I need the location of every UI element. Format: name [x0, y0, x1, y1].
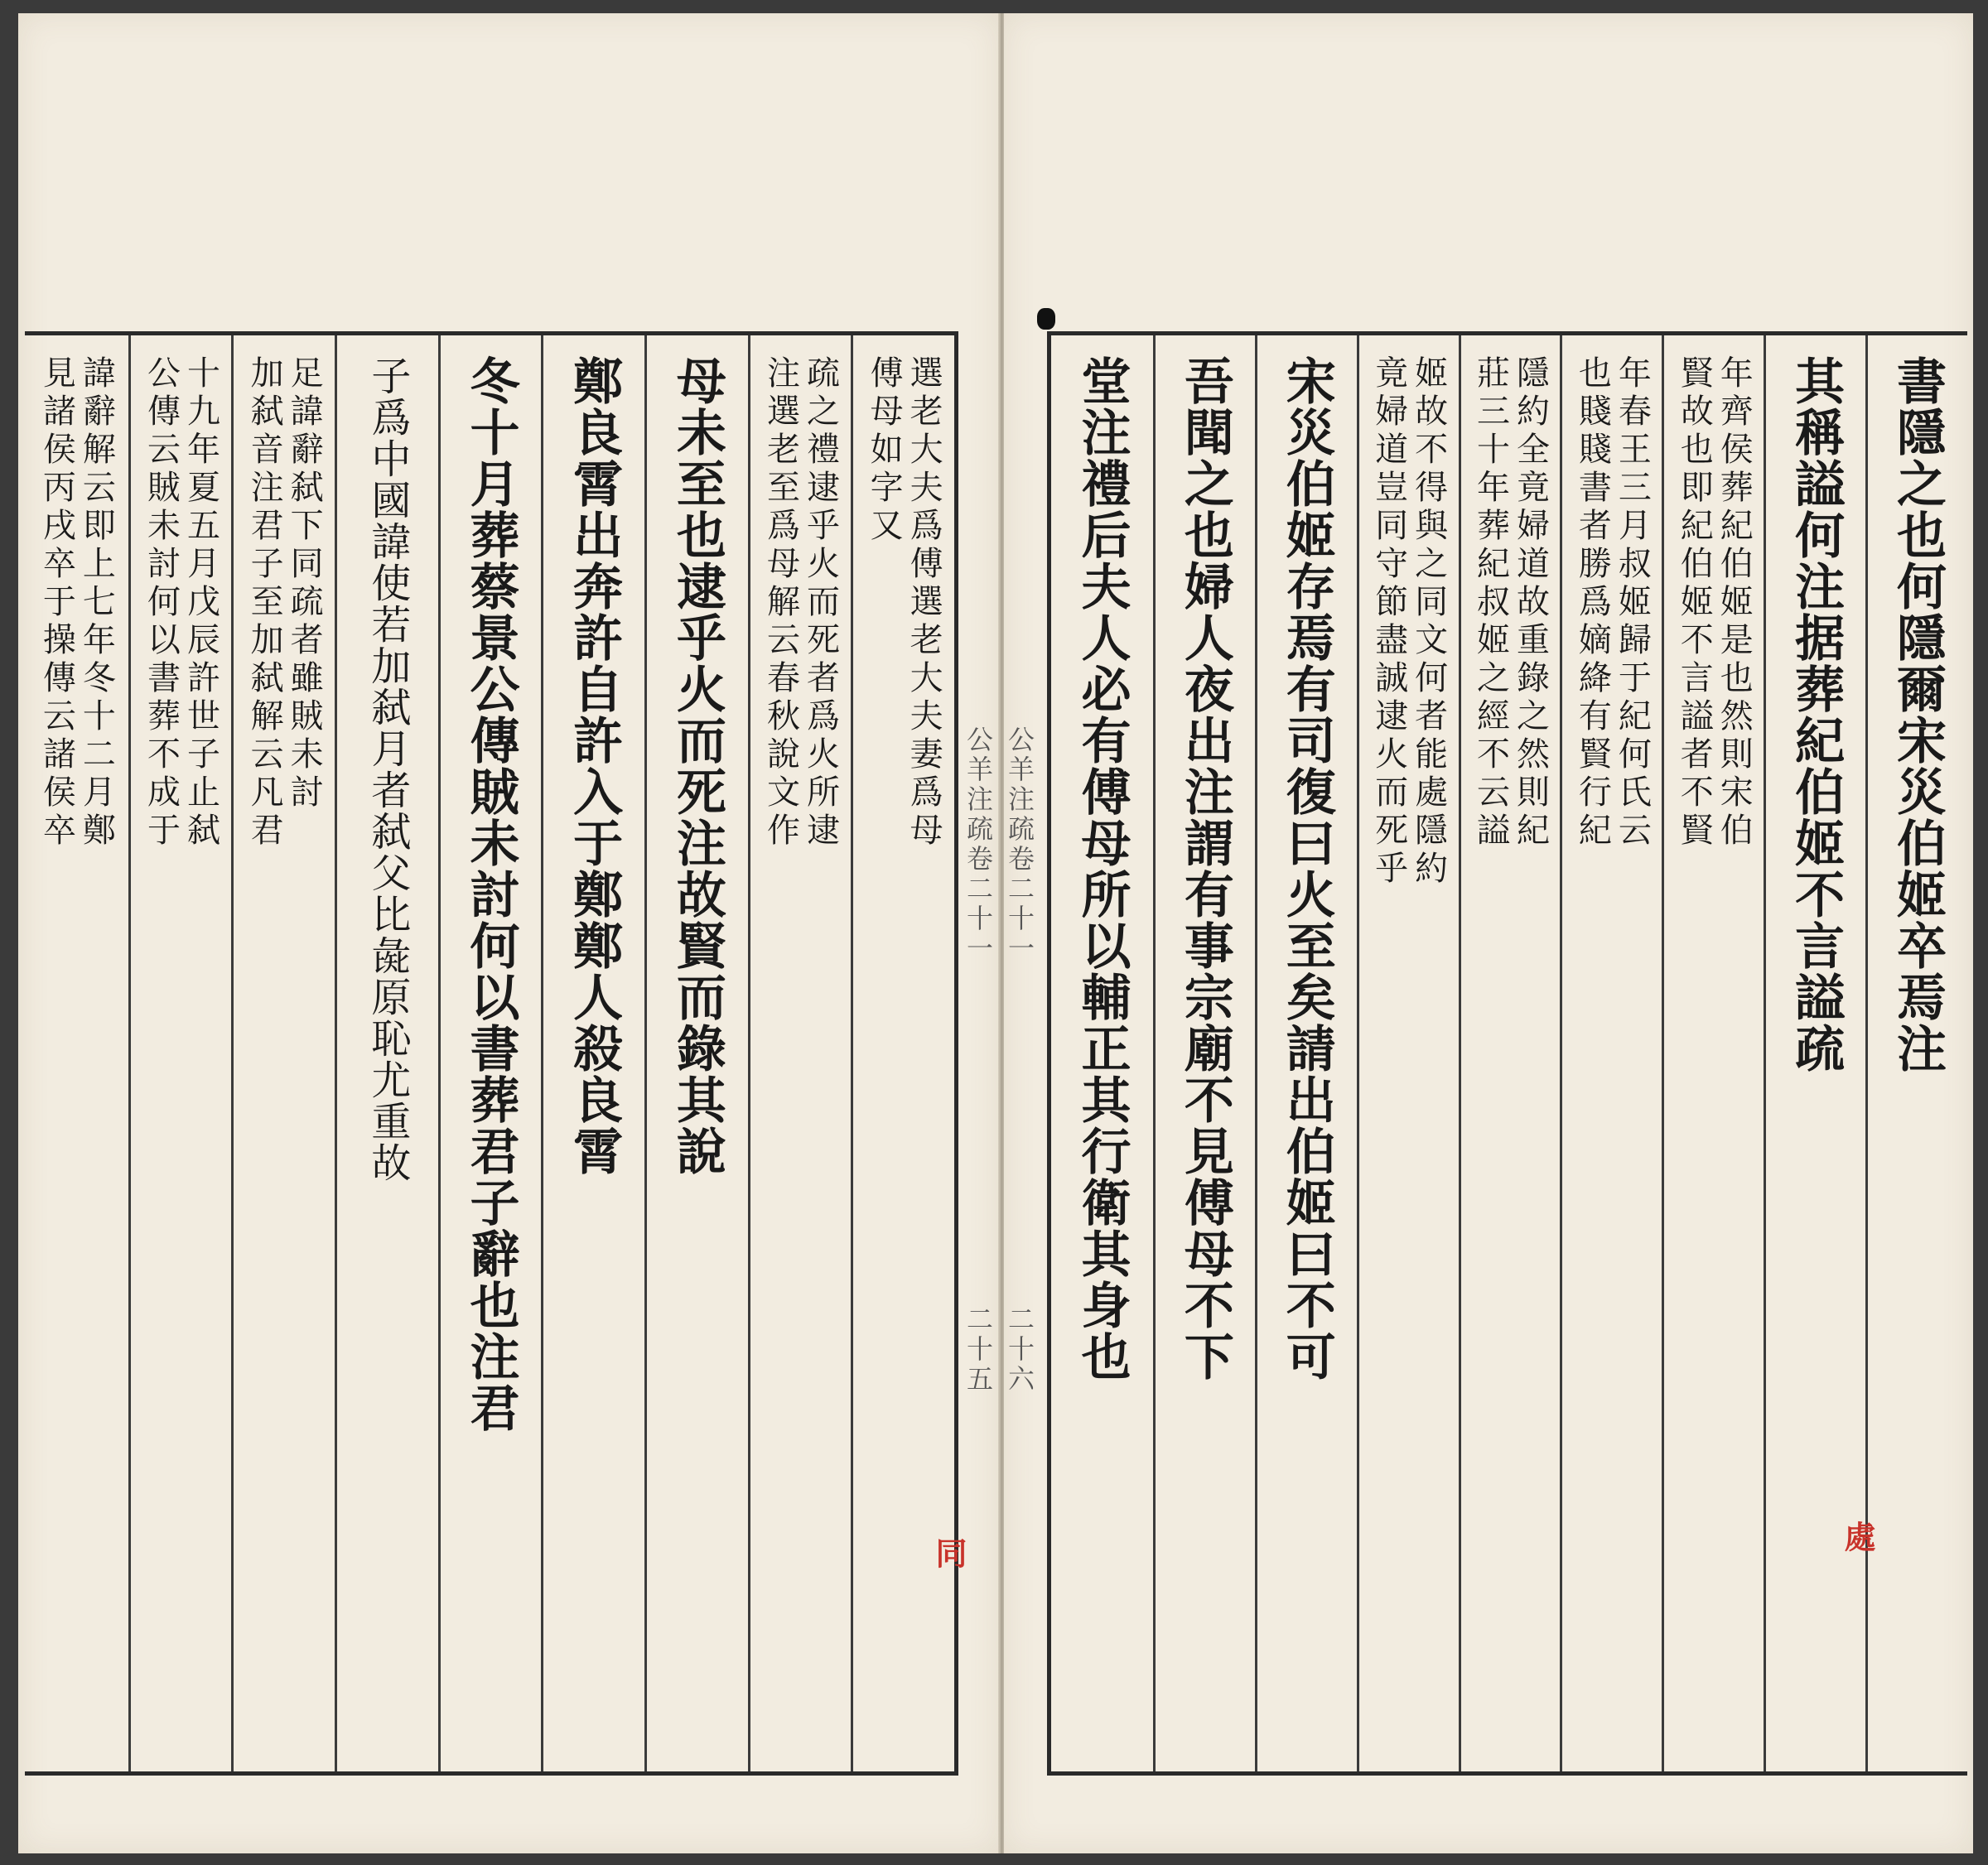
left-annotation-pair — [246, 355, 322, 851]
right-text-frame — [1047, 331, 1967, 1776]
left-main-text: 母未至也逮乎火而死注故賢而錄其說 — [668, 355, 726, 1177]
right-annotation-pair — [1676, 355, 1752, 851]
left-main-text: 鄭良霄出奔許自許入于鄭鄭人殺良霄 — [565, 355, 624, 1177]
left-red-mark: 同 — [930, 1537, 967, 1569]
right-column-8 — [1153, 335, 1255, 1771]
left-column-7 — [231, 335, 335, 1771]
right-main-text: 宋災伯姬存焉有司復曰火至矣請出伯姬曰不可 — [1277, 355, 1336, 1382]
right-annotation-right: 年齊侯葬紀伯姬是也然則宋伯 — [1715, 355, 1754, 851]
left-column-8 — [128, 335, 232, 1771]
right-column-2 — [1764, 335, 1865, 1771]
left-column-5 — [438, 335, 542, 1771]
left-annotation-right: 足諱辭弑下同疏者雖賊未討 — [285, 355, 324, 812]
ink-blot — [1037, 308, 1055, 330]
right-column-3 — [1662, 335, 1764, 1771]
left-column-6 — [335, 335, 438, 1771]
left-annotation-pair — [762, 355, 838, 851]
left-annotation-pair — [142, 355, 219, 851]
right-annotation-left: 莊三十年葬紀叔姬之經不云謚 — [1471, 355, 1510, 851]
right-column-6 — [1357, 335, 1459, 1771]
left-annotation-pair — [866, 355, 942, 851]
left-margin-title: 公羊注疏卷二十一 — [963, 725, 994, 964]
left-main-text: 子爲中國諱使若加弑月者弑父比彘原恥尤重故 — [364, 355, 411, 1183]
right-column-1 — [1865, 335, 1967, 1771]
right-annotation-right: 隱約全竟婦道故重錄之然則紀 — [1511, 355, 1550, 851]
right-annotation-pair — [1472, 355, 1548, 851]
right-red-mark: 處 — [1839, 1520, 1876, 1552]
right-main-text: 其稱謚何注据葬紀伯姬不言謚疏 — [1787, 355, 1846, 1074]
left-annotation-right: 疏之禮逮乎火而死者爲火所逮 — [801, 355, 840, 851]
left-annotation-left: 注選老至爲母解云春秋說文作 — [761, 355, 800, 851]
right-main-text: 書隱之也何隱爾宋災伯姬卒焉注 — [1889, 355, 1947, 1074]
left-column-2 — [748, 335, 852, 1771]
left-annotation-left: 加弑音注君子至加弑解云凡君 — [245, 355, 284, 851]
left-annotation-right: 十九年夏五月戊辰許世子止弑 — [181, 355, 220, 851]
right-annotation-pair — [1574, 355, 1650, 851]
right-column-9 — [1051, 335, 1153, 1771]
left-margin-page: 二十五 — [963, 1305, 994, 1395]
left-annotation-right: 選老大夫爲傅選老大夫妻爲母 — [905, 355, 943, 851]
right-annotation-left: 也賤賤書者勝爲嫡絳有賢行紀 — [1573, 355, 1612, 851]
left-column-4 — [541, 335, 644, 1771]
left-text-frame — [25, 331, 958, 1776]
left-annotation-left: 公傳云賊未討何以書葬不成于 — [142, 355, 181, 851]
right-margin-title: 公羊注疏卷二十一 — [1004, 725, 1035, 964]
right-annotation-left: 竟婦道豈同守節盡誠逮火而死乎 — [1369, 355, 1408, 889]
left-annotation-pair — [38, 355, 114, 851]
left-annotation-left: 傅母如字又 — [865, 355, 904, 546]
right-annotation-pair — [1371, 355, 1447, 889]
left-page — [18, 13, 1000, 1853]
right-column-4 — [1560, 335, 1662, 1771]
left-column-3 — [644, 335, 748, 1771]
left-annotation-right: 諱辭解云即上七年冬十二月鄭 — [77, 355, 116, 851]
left-annotation-left: 見諸侯丙戌卒于操傳云諸侯卒 — [37, 355, 76, 851]
right-annotation-right: 姬故不得與之同文何者能處隱約 — [1409, 355, 1448, 889]
right-main-text: 堂注禮后夫人必有傅母所以輔正其行衛其身也 — [1073, 355, 1132, 1382]
left-column-9 — [25, 335, 128, 1771]
right-column-5 — [1459, 335, 1561, 1771]
open-book — [18, 13, 1973, 1853]
right-annotation-right: 年春王三月叔姬歸于紀何氏云 — [1613, 355, 1652, 851]
right-main-text: 吾聞之也婦人夜出注謂有事宗廟不見傅母不下 — [1175, 355, 1234, 1382]
right-column-7 — [1255, 335, 1357, 1771]
left-main-text: 冬十月葬蔡景公傳賊未討何以書葬君子辭也注君 — [461, 355, 520, 1434]
right-annotation-left: 賢故也即紀伯姬不言謚者不賢 — [1675, 355, 1714, 851]
right-page — [1004, 13, 1973, 1853]
right-margin-page: 二十六 — [1004, 1305, 1035, 1395]
